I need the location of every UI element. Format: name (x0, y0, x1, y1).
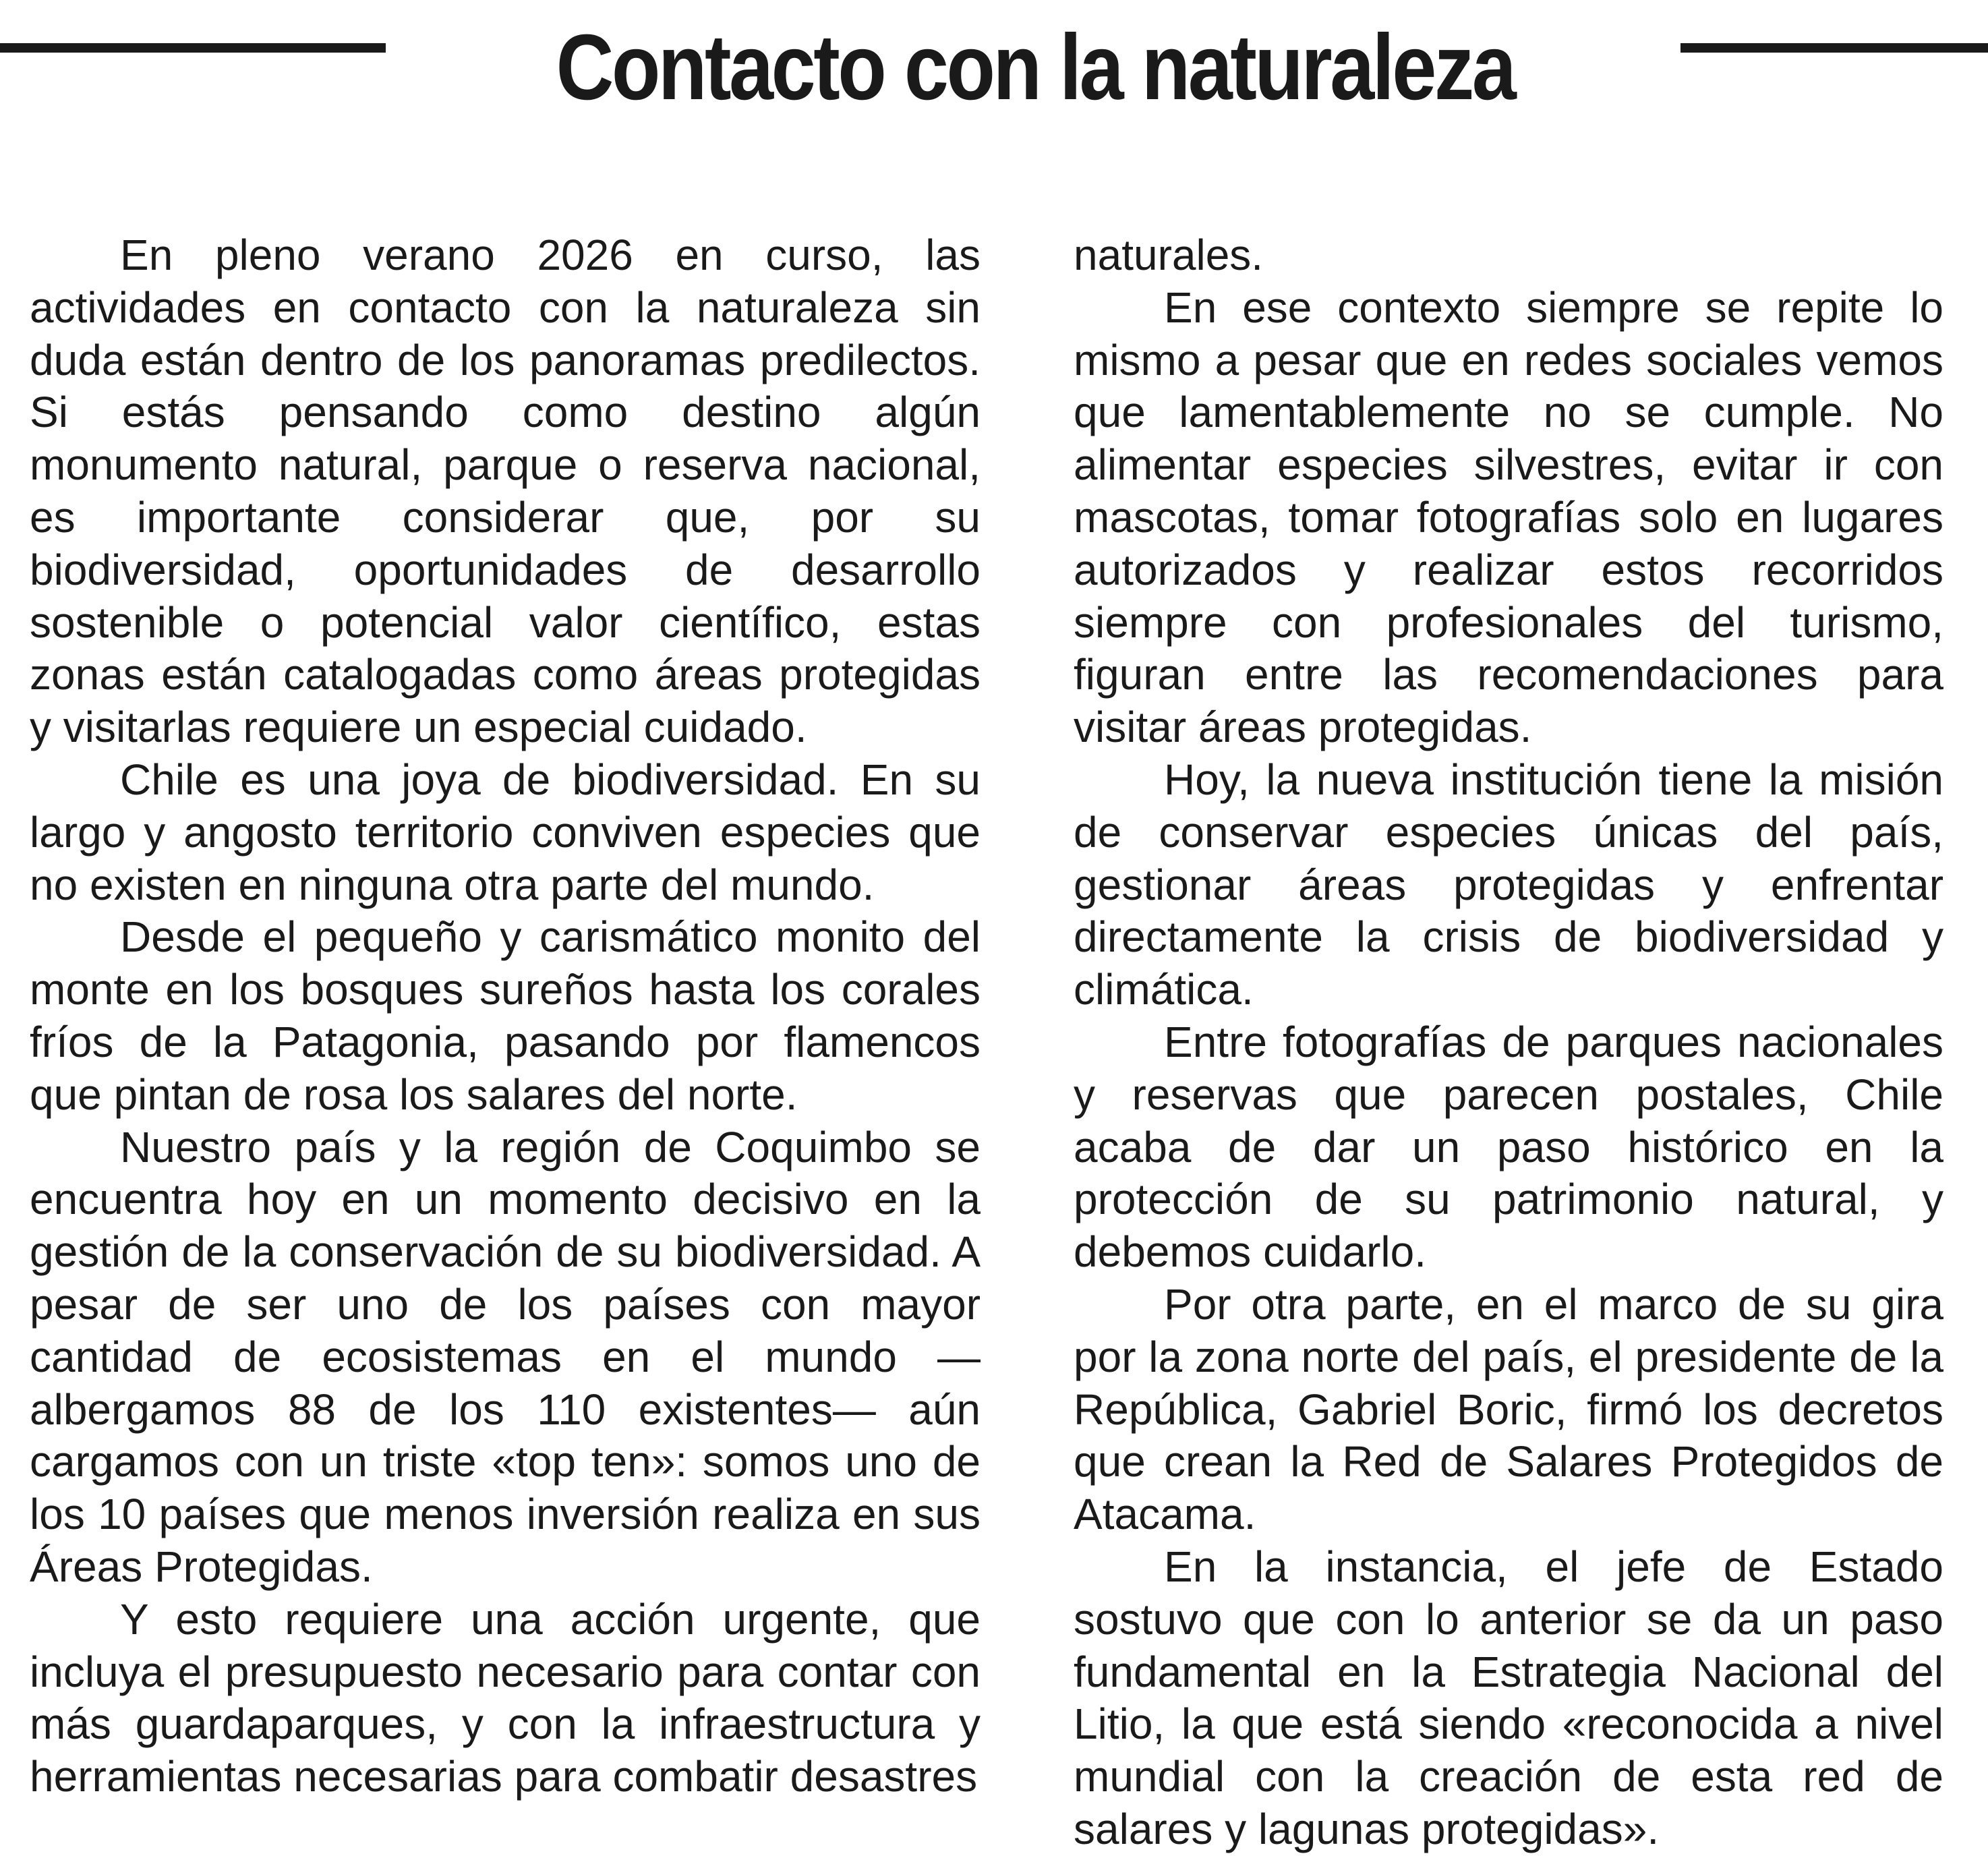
paragraph-6: En ese contexto siempre se repite lo mismo a pesar que en redes sociales vemos que lamentablemente no se cumple. No alimentar especies silvestres, evitar ir con mascotas, tomar fotografías solo en lugares autorizados y realizar estos recorridos siempre con profesionales del turismo, figuran entre las recomendaciones para visitar áreas protegidas. (1074, 283, 1943, 752)
paragraph-5: Y esto requiere una acción urgente, que incluya el presupuesto necesario para contar con más guardaparques, y con la infraestructura y herramientas necesarias para combatir desastres (30, 1594, 981, 1801)
paragraph-7: Hoy, la nueva institución tiene la misión de conservar especies únicas del país, gestionar áreas protegidas y enfrentar directamente la crisis de biodiversidad y climática. (1074, 755, 1943, 1014)
paragraph-5-continuation: naturales. (1074, 231, 1264, 279)
article-column-right (1074, 229, 1943, 1856)
paragraph-8: Entre fotografías de parques nacionales y reservas que parecen postales, Chile acaba de dar un paso histórico en la protección de su patrimonio natural, y debemos cuidarlo. (1074, 1017, 1943, 1277)
headline-rule-right (1680, 43, 1988, 53)
paragraph-3: Desde el pequeño y carismático monito del monte en los bosques sureños hasta los corales fríos de la Patagonia, pasando por flamencos que pintan de rosa los salares del norte. (30, 912, 981, 1119)
paragraph-9: Por otra parte, en el marco de su gira por la zona norte del país, el presidente de la República, Gabriel Boric, firmó los decretos que crean la Red de Salares Protegidos de Atacama. (1074, 1279, 1943, 1539)
article-title: Contacto con la naturaleza (556, 16, 1515, 119)
article-column-left (30, 229, 981, 1803)
headline-rule-left (0, 43, 386, 53)
paragraph-4: Nuestro país y la región de Coquimbo se encuentra hoy en un momento decisivo en la gestión de la conservación de su biodiversidad. A pesar de ser uno de los países con mayor cantidad de ecosistemas en el mundo —albergamos 88 de los 110 existentes— aún cargamos con un triste «top ten»: somos uno de los 10 países que menos inversión realiza en sus Áreas Protegidas. (30, 1122, 981, 1591)
paragraph-10: En la instancia, el jefe de Estado sostuvo que con lo anterior se da un paso fundamental en la Estrategia Nacional del Litio, la que está siendo «reconocida a nivel mundial con la creación de esta red de salares y lagunas protegidas». (1074, 1542, 1943, 1853)
paragraph-2: Chile es una joya de biodiversidad. En su largo y angosto territorio conviven especies que no existen en ninguna otra parte del mundo. (30, 755, 981, 909)
paragraph-1: En pleno verano 2026 en curso, las actividades en contacto con la naturaleza sin duda están dentro de los panoramas predilectos. Si estás pensando como destino algún monumento natural, parque o reserva nacional, es importante considerar que, por su biodiversidad, oportunidades de desarrollo sostenible o potencial valor científico, estas zonas están catalogadas como áreas protegidas y visitarlas requiere un especial cuidado. (30, 231, 981, 752)
